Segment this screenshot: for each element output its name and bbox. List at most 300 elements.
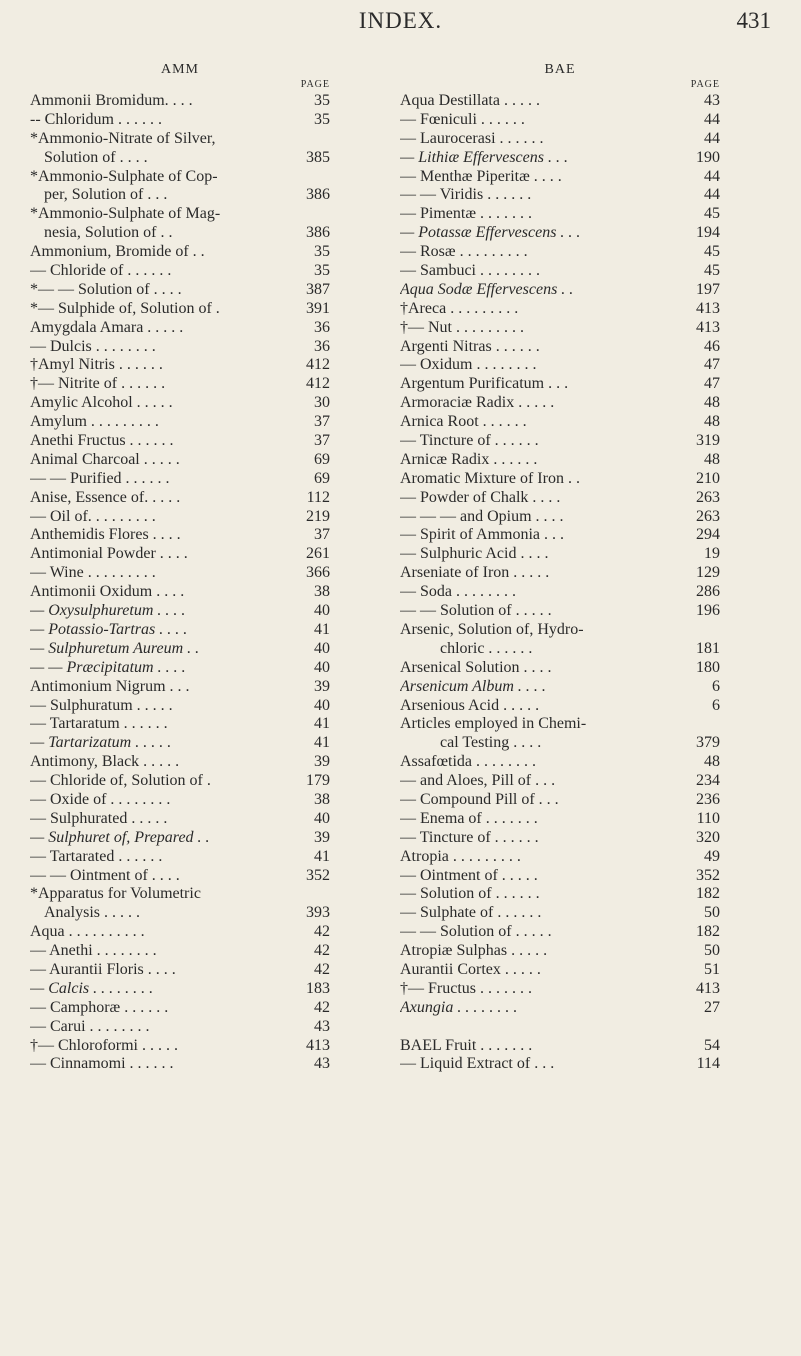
index-entry	[400, 224, 720, 243]
entry-text: — — Viridis . . . . . .	[400, 186, 532, 204]
entry-page-ref: 6	[712, 677, 720, 695]
entry-text: Atropia . . . . . . . . .	[400, 847, 521, 865]
entry-text: Anise, Essence of. . . . .	[30, 488, 181, 506]
entry-text: Aqua Destillata . . . . .	[400, 92, 540, 109]
entry-page-ref: 35	[314, 243, 330, 261]
entry-page-ref: 263	[696, 488, 720, 506]
index-entry	[30, 489, 330, 508]
entry-page-ref: 39	[314, 753, 330, 771]
entry-page-ref: 35	[314, 262, 330, 280]
index-entry	[30, 848, 330, 867]
entry-page-ref: 69	[314, 450, 330, 468]
entry-list-left	[30, 92, 330, 1074]
index-entry	[30, 224, 330, 243]
entry-text: Antimonial Powder . . . .	[30, 545, 188, 563]
entry-page-ref: 38	[314, 790, 330, 808]
index-entry	[400, 734, 720, 753]
index-entry	[400, 564, 720, 583]
index-entry	[30, 432, 330, 451]
index-entry	[30, 999, 330, 1018]
index-entry	[400, 583, 720, 602]
index-entry	[400, 168, 720, 187]
entry-text: *Ammonio-Nitrate of Silver,	[30, 129, 216, 147]
index-entry	[30, 829, 330, 848]
entry-page-ref: 6	[712, 696, 720, 714]
entry-text: — Solution of . . . . . .	[400, 885, 540, 903]
entry-text: Assafœtida . . . . . . . .	[400, 753, 536, 771]
index-entry	[400, 885, 720, 904]
index-entry	[400, 659, 720, 678]
index-entry	[30, 810, 330, 829]
index-entry	[30, 545, 330, 564]
page-number: 431	[736, 8, 771, 33]
entry-text	[400, 1018, 717, 1037]
entry-text: Amylic Alcohol . . . . .	[30, 394, 173, 412]
entry-text: — Tincture of . . . . . .	[400, 828, 539, 846]
entry-text: per, Solution of . . .	[44, 186, 168, 204]
entry-page-ref	[717, 715, 720, 734]
entry-text: nesia, Solution of . .	[44, 224, 173, 242]
page-label-right: PAGE	[690, 79, 720, 90]
index-entry	[30, 92, 330, 111]
index-entry	[30, 583, 330, 602]
entry-text: — Lithiæ Effervescens . . .	[400, 148, 568, 166]
entry-page-ref: 42	[314, 942, 330, 960]
index-entry	[30, 205, 330, 224]
entry-text: — Sulphuretum Aureum . .	[30, 639, 200, 657]
index-entry	[400, 980, 720, 999]
entry-page-ref: 219	[306, 507, 330, 525]
entry-page-ref: 196	[696, 602, 720, 620]
entry-page-ref: 412	[306, 356, 330, 374]
entry-text: †Amyl Nitris . . . . . .	[30, 356, 163, 374]
index-entry	[400, 262, 720, 281]
entry-page-ref	[327, 130, 330, 149]
index-entry	[400, 1037, 720, 1056]
entry-page-ref: 261	[306, 545, 330, 563]
index-entry	[30, 791, 330, 810]
entry-text: Argentum Purificatum . . .	[400, 375, 569, 393]
entry-text: chloric . . . . . .	[440, 639, 533, 657]
entry-text: Aqua Sodæ Effervescens . .	[400, 280, 574, 298]
entry-page-ref: 37	[314, 413, 330, 431]
entry-page-ref: 182	[696, 885, 720, 903]
entry-text: Ammonii Bromidum. . . .	[30, 92, 193, 109]
entry-text: — Compound Pill of . . .	[400, 790, 559, 808]
index-entry	[30, 697, 330, 716]
entry-page-ref: 42	[314, 960, 330, 978]
entry-text: — — Solution of . . . . .	[400, 602, 552, 620]
index-entry	[30, 923, 330, 942]
entry-text: *— — Solution of . . . .	[30, 280, 182, 298]
entry-text: Atropiæ Sulphas . . . . .	[400, 942, 548, 960]
entry-text: Arsenicum Album . . . .	[400, 677, 546, 695]
entry-text: Arnicæ Radix . . . . . .	[400, 450, 538, 468]
entry-page-ref: 43	[704, 92, 720, 109]
entry-page-ref: 386	[306, 224, 330, 242]
entry-text: — Oil of. . . . . . . . .	[30, 507, 156, 525]
entry-page-ref: 319	[696, 432, 720, 450]
entry-page-ref: 40	[314, 602, 330, 620]
index-entry	[400, 1055, 720, 1074]
entry-text: — Tincture of . . . . . .	[400, 432, 539, 450]
entry-text: *Ammonio-Sulphate of Cop-	[30, 167, 218, 185]
index-entry	[30, 772, 330, 791]
entry-page-ref: 35	[314, 92, 330, 109]
entry-page-ref: 43	[314, 1017, 330, 1035]
entry-text: Animal Charcoal . . . . .	[30, 450, 180, 468]
entry-text: — Ointment of . . . . .	[400, 866, 538, 884]
entry-page-ref: 386	[306, 186, 330, 204]
index-entry	[400, 942, 720, 961]
entry-page-ref: 182	[696, 923, 720, 941]
entry-text: Arsenic, Solution of, Hydro-	[400, 620, 584, 638]
index-entry	[30, 564, 330, 583]
index-entry	[30, 640, 330, 659]
entry-text: Analysis . . . . .	[44, 904, 140, 922]
index-entry	[400, 526, 720, 545]
entry-page-ref: 42	[314, 923, 330, 941]
entry-text: — Laurocerasi . . . . . .	[400, 129, 544, 147]
index-entry	[30, 867, 330, 886]
entry-text: Articles employed in Chemi-	[400, 715, 587, 733]
entry-list-right	[400, 92, 720, 1074]
entry-text: — Tartarizatum . . . . .	[30, 734, 172, 752]
entry-page-ref: 42	[314, 998, 330, 1016]
index-entry	[400, 300, 720, 319]
index-entry	[30, 1037, 330, 1056]
entry-page-ref: 37	[314, 432, 330, 450]
index-entry	[400, 319, 720, 338]
column-head-right: BAE	[544, 62, 576, 77]
index-entry	[30, 111, 330, 130]
entry-page-ref: 352	[696, 866, 720, 884]
index-entry	[400, 338, 720, 357]
entry-page-ref: 38	[314, 583, 330, 601]
entry-page-ref: 234	[696, 772, 720, 790]
entry-page-ref: 41	[314, 847, 330, 865]
entry-page-ref	[327, 205, 330, 224]
entry-page-ref: 366	[306, 564, 330, 582]
index-entry	[400, 810, 720, 829]
entry-page-ref: 129	[696, 564, 720, 582]
entry-text: — Fœniculi . . . . . .	[400, 110, 525, 128]
index-entry	[400, 961, 720, 980]
entry-page-ref: 50	[704, 942, 720, 960]
entry-text: — Camphoræ . . . . . .	[30, 998, 169, 1016]
entry-text: — Powder of Chalk . . . .	[400, 488, 561, 506]
entry-page-ref	[327, 168, 330, 187]
entry-page-ref: 286	[696, 583, 720, 601]
entry-page-ref: 36	[314, 337, 330, 355]
entry-page-ref: 44	[704, 167, 720, 185]
entry-text: Argenti Nitras . . . . . .	[400, 337, 540, 355]
entry-text: — Oxidum . . . . . . . .	[400, 356, 537, 374]
index-entry	[400, 205, 720, 224]
entry-page-ref: 112	[306, 488, 330, 506]
entry-page-ref: 210	[696, 469, 720, 487]
entry-page-ref: 48	[704, 413, 720, 431]
entry-text: Aqua . . . . . . . . . .	[30, 923, 145, 941]
entry-text: — Sulphate of . . . . . .	[400, 904, 542, 922]
right-column	[400, 62, 720, 1074]
index-entry	[30, 300, 330, 319]
index-entry	[400, 602, 720, 621]
entry-page-ref: 110	[696, 809, 720, 827]
entry-text: — Sambuci . . . . . . . .	[400, 262, 540, 280]
index-entry	[400, 149, 720, 168]
entry-text: Anthemidis Flores . . . .	[30, 526, 181, 544]
index-entry	[30, 470, 330, 489]
entry-page-ref: 236	[696, 790, 720, 808]
entry-page-ref: 40	[314, 809, 330, 827]
entry-page-ref: 44	[704, 129, 720, 147]
index-entry	[400, 640, 720, 659]
index-entry	[400, 923, 720, 942]
entry-text: *— Sulphide of, Solution of .	[30, 299, 220, 317]
index-entry	[30, 186, 330, 205]
entry-page-ref: 47	[704, 356, 720, 374]
entry-page-ref: 39	[314, 677, 330, 695]
index-entry	[30, 885, 330, 904]
entry-page-ref: 180	[696, 658, 720, 676]
index-entry	[30, 659, 330, 678]
entry-page-ref: 51	[704, 960, 720, 978]
index-entry	[30, 715, 330, 734]
entry-page-ref: 413	[696, 318, 720, 336]
entry-page-ref: 49	[704, 847, 720, 865]
entry-text: Arnica Root . . . . . .	[400, 413, 527, 431]
entry-page-ref: 41	[314, 715, 330, 733]
entry-page-ref: 379	[696, 734, 720, 752]
entry-page-ref: 50	[704, 904, 720, 922]
index-entry	[400, 243, 720, 262]
index-entry	[400, 356, 720, 375]
index-entry	[30, 942, 330, 961]
entry-text: Antimony, Black . . . . .	[30, 753, 180, 771]
entry-text: †Areca . . . . . . . . .	[400, 299, 519, 317]
entry-text: — — — and Opium . . . .	[400, 507, 564, 525]
entry-page-ref: 393	[306, 904, 330, 922]
entry-text: — and Aloes, Pill of . . .	[400, 772, 556, 790]
entry-page-ref: 41	[314, 620, 330, 638]
index-entry	[400, 904, 720, 923]
entry-text: — — Præcipitatum . . . .	[30, 658, 186, 676]
index-entry	[30, 602, 330, 621]
entry-text: — Tartaratum . . . . . .	[30, 715, 168, 733]
entry-text: †— Chloroformi . . . . .	[30, 1036, 178, 1054]
left-column	[30, 62, 330, 1074]
index-entry	[400, 130, 720, 149]
entry-page-ref: 385	[306, 148, 330, 166]
entry-page-ref: 413	[696, 299, 720, 317]
entry-text: — Aurantii Floris . . . .	[30, 960, 176, 978]
entry-page-ref: 412	[306, 375, 330, 393]
entry-page-ref: 263	[696, 507, 720, 525]
entry-page-ref: 40	[314, 696, 330, 714]
entry-text: — — Purified . . . . . .	[30, 469, 170, 487]
entry-page-ref: 48	[704, 450, 720, 468]
entry-page-ref: 35	[314, 110, 330, 128]
entry-page-ref: 114	[696, 1055, 720, 1073]
index-entry	[400, 772, 720, 791]
index-entry	[30, 980, 330, 999]
index-entry	[30, 394, 330, 413]
index-entry	[30, 319, 330, 338]
index-entry	[30, 375, 330, 394]
entry-page-ref: 40	[314, 658, 330, 676]
entry-page-ref: 44	[704, 110, 720, 128]
entry-text: — Potassio-Tartras . . . .	[30, 620, 188, 638]
entry-text: Anethi Fructus . . . . . .	[30, 432, 174, 450]
index-entry	[30, 508, 330, 527]
entry-page-ref: 179	[306, 772, 330, 790]
entry-page-ref: 387	[306, 280, 330, 298]
index-entry	[400, 281, 720, 300]
entry-text: Ammonium, Bromide of . .	[30, 243, 205, 261]
entry-text: Aromatic Mixture of Iron . .	[400, 469, 580, 487]
entry-text: — Pimentæ . . . . . . .	[400, 205, 533, 223]
index-entry	[30, 338, 330, 357]
index-entry	[400, 545, 720, 564]
index-entry	[30, 621, 330, 640]
entry-page-ref: 39	[314, 828, 330, 846]
entry-page-ref: 320	[696, 828, 720, 846]
entry-text: — Enema of . . . . . . .	[400, 809, 538, 827]
entry-text: †— Fructus . . . . . . .	[400, 979, 532, 997]
entry-text: Arsenical Solution . . . .	[400, 658, 552, 676]
entry-text: — Cinnamomi . . . . . .	[30, 1055, 174, 1073]
index-entry	[400, 375, 720, 394]
index-entry	[30, 678, 330, 697]
page-label-left: PAGE	[300, 79, 330, 90]
entry-page-ref: 30	[314, 394, 330, 412]
index-entry	[30, 904, 330, 923]
index-entry	[30, 1018, 330, 1037]
entry-text: †— Nut . . . . . . . . .	[400, 318, 524, 336]
entry-text: — Rosæ . . . . . . . . .	[400, 243, 528, 261]
entry-page-ref: 45	[704, 243, 720, 261]
index-entry	[30, 1055, 330, 1074]
index-entry	[400, 697, 720, 716]
entry-page-ref: 45	[704, 262, 720, 280]
index-entry	[400, 451, 720, 470]
entry-page-ref: 44	[704, 186, 720, 204]
index-entry	[400, 394, 720, 413]
index-entry	[400, 753, 720, 772]
index-entry	[400, 678, 720, 697]
index-entry	[30, 149, 330, 168]
entry-text: — Sulphurated . . . . .	[30, 809, 168, 827]
index-entry	[400, 111, 720, 130]
entry-text: — Potassæ Effervescens . . .	[400, 224, 581, 242]
entry-page-ref: 294	[696, 526, 720, 544]
entry-text: Antimonii Oxidum . . . .	[30, 583, 185, 601]
entry-spacer	[400, 1018, 720, 1037]
index-entry	[30, 753, 330, 772]
entry-text: Solution of . . . .	[44, 148, 148, 166]
index-entry	[400, 489, 720, 508]
index-entry	[30, 451, 330, 470]
entry-page-ref: 47	[704, 375, 720, 393]
entry-text: — Carui . . . . . . . .	[30, 1017, 150, 1035]
entry-page-ref: 19	[704, 545, 720, 563]
index-entry	[30, 243, 330, 262]
entry-text: — Chloride of, Solution of .	[30, 772, 211, 790]
column-head-left: AMM	[160, 62, 199, 77]
index-entry	[400, 791, 720, 810]
index-entry	[400, 508, 720, 527]
entry-page-ref: 413	[696, 979, 720, 997]
entry-page-ref: 46	[704, 337, 720, 355]
entry-text: — Tartarated . . . . . .	[30, 847, 163, 865]
entry-page-ref: 194	[696, 224, 720, 242]
entry-page-ref: 48	[704, 753, 720, 771]
entry-page-ref: 43	[314, 1055, 330, 1073]
index-entry	[400, 92, 720, 111]
entry-text: — Sulphuret of, Prepared . .	[30, 828, 210, 846]
entry-text: cal Testing . . . .	[440, 734, 542, 752]
index-entry	[400, 186, 720, 205]
entry-text: — Sulphuric Acid . . . .	[400, 545, 549, 563]
index-entry	[400, 470, 720, 489]
entry-text: — Spirit of Ammonia . . .	[400, 526, 564, 544]
entry-text: Amygdala Amara . . . . .	[30, 318, 184, 336]
entry-text: — — Ointment of . . . .	[30, 866, 180, 884]
entry-text: — Anethi . . . . . . . .	[30, 942, 157, 960]
entry-page-ref: 197	[696, 280, 720, 298]
index-entry	[30, 130, 330, 149]
entry-text: Arseniate of Iron . . . . .	[400, 564, 550, 582]
entry-text: — Wine . . . . . . . . .	[30, 564, 156, 582]
entry-page-ref	[717, 1018, 720, 1037]
entry-text: — Chloride of . . . . . .	[30, 262, 172, 280]
page-title: INDEX.	[358, 8, 443, 33]
entry-text: Armoraciæ Radix . . . . .	[400, 394, 555, 412]
entry-page-ref: 183	[306, 979, 330, 997]
entry-text: Aurantii Cortex . . . . .	[400, 960, 541, 978]
entry-text: — Liquid Extract of . . .	[400, 1055, 555, 1073]
entry-text: — Calcis . . . . . . . .	[30, 979, 154, 997]
entry-page-ref: 27	[704, 998, 720, 1016]
entry-text: — Oxysulphuretum . . . .	[30, 602, 186, 620]
index-entry	[400, 999, 720, 1018]
entry-page-ref: 54	[704, 1036, 720, 1054]
entry-page-ref: 181	[696, 639, 720, 657]
entry-text: — Dulcis . . . . . . . .	[30, 337, 156, 355]
index-entry	[30, 413, 330, 432]
entry-page-ref: 69	[314, 469, 330, 487]
index-entry	[400, 621, 720, 640]
entry-page-ref: 40	[314, 639, 330, 657]
index-entry	[30, 526, 330, 545]
entry-page-ref: 48	[704, 394, 720, 412]
entry-page-ref	[717, 621, 720, 640]
entry-text: — Soda . . . . . . . .	[400, 583, 516, 601]
index-entry	[30, 961, 330, 980]
entry-text: -- Chloridum . . . . . .	[30, 110, 162, 128]
entry-page-ref: 190	[696, 148, 720, 166]
entry-text: — Menthæ Piperitæ . . . .	[400, 167, 562, 185]
entry-page-ref: 413	[306, 1036, 330, 1054]
index-entry	[400, 715, 720, 734]
entry-text: — — Solution of . . . . .	[400, 923, 552, 941]
entry-page-ref: 45	[704, 205, 720, 223]
entry-text: — Sulphuratum . . . . .	[30, 696, 173, 714]
entry-text: *Ammonio-Sulphate of Mag-	[30, 205, 221, 223]
index-entry	[400, 848, 720, 867]
index-entry	[30, 168, 330, 187]
